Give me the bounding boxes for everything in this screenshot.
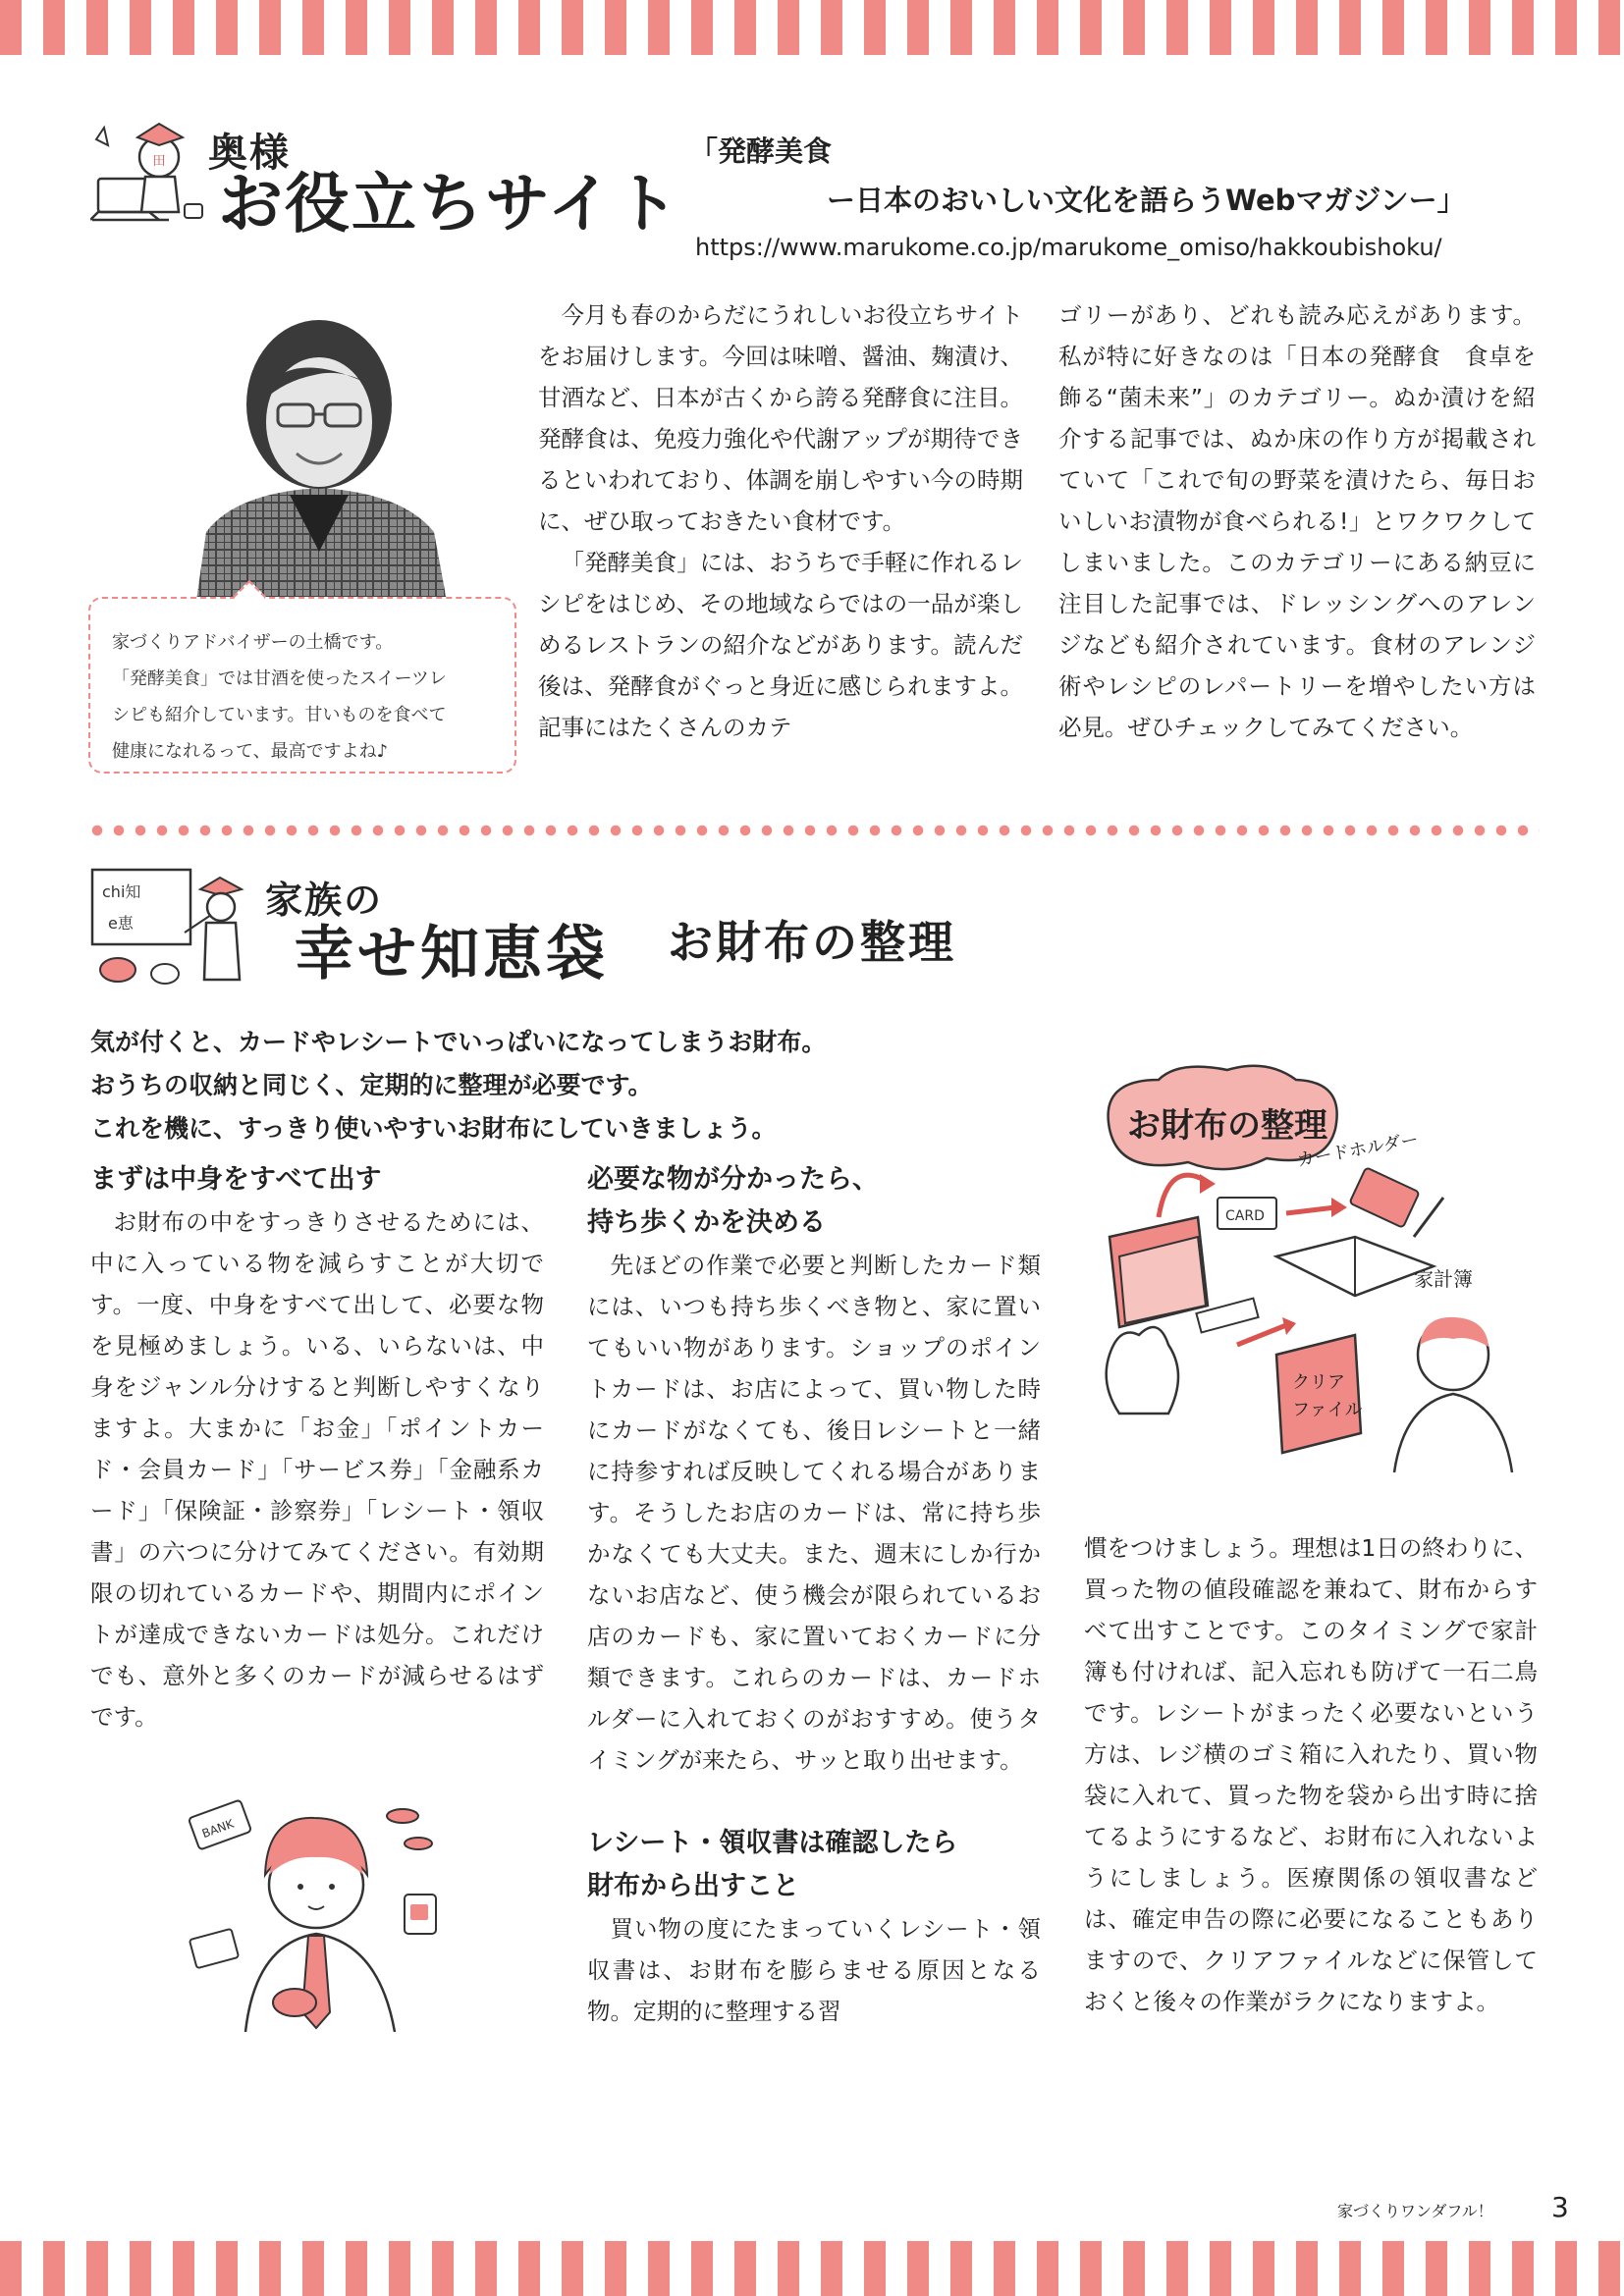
card-label: CARD (1225, 1208, 1265, 1224)
mascot-at-computer-illustration (90, 110, 218, 238)
clear-file-label-2: ファイル (1292, 1400, 1363, 1420)
col2-heading-line1: 必要な物が分かったら、 (587, 1164, 879, 1195)
man-with-cards-illustration (187, 1796, 442, 2032)
site-heading-small: 奥様 (208, 131, 291, 176)
wisdom-column-1 (90, 1158, 544, 1737)
intro-line: これを機に、すっきり使いやすいお財布にしていきましょう。 (90, 1114, 777, 1143)
wisdom-heading-small: 家族の (265, 879, 384, 922)
advisor-caption-box (88, 597, 516, 774)
col2-body-2: 買い物の度にたまっていくレシート・領収書は、お財布を膨らませる原因となる物。定期的に整理する習 (587, 1915, 1041, 2025)
section-divider-dots (86, 823, 1540, 838)
site-paragraph: 「発酵美食」には、おうちで手軽に作れるレシピをはじめ、その地域ならではの一品が楽しめるレストランの紹介などがあります。読んだ後は、発酵食がぐっと身近に感じられますよ。記事にはたくさんのカテ (538, 549, 1023, 741)
col2-heading-line3: レシート・領収書は確認したら (587, 1828, 958, 1858)
col2-body: 先ほどの作業で必要と判断したカード類には、いつも持ち歩くべき物と、家に置いてもいい物があります。ショップのポイントカードは、お店によって、買い物した時にカードがなくても、後日レシートと一緒に持参すれば反映してくれる場合があります。そうしたお店のカードは、常に持ち歩かなくても大丈夫。また、週末にしか行かないお店など、使う機会が限られているお店のカードも、家に置いておくカードに分類できます。これらのカードは、カードホルダーに入れておくのがおすすめ。使うタイミングが来たら、サッと取り出せます。 (587, 1252, 1041, 1774)
col2-heading-line2: 持ち歩くかを決める (587, 1207, 826, 1238)
caption-line: 家づくりアドバイザーの土橋です。 (112, 632, 394, 653)
intro-line: おうちの収納と同じく、定期的に整理が必要です。 (90, 1071, 653, 1099)
site-article-column-2 (1058, 294, 1536, 748)
page-number: 3 (1551, 2191, 1569, 2223)
caption-line: 健康になれるって、最高ですよね♪ (112, 741, 389, 762)
card-holder-label: カードホルダー (1295, 1129, 1421, 1171)
wisdom-intro (90, 1021, 826, 1150)
site-heading-large: お役立ちサイト (218, 166, 681, 241)
site-paragraph: 今月も春のからだにうれしいお役立ちサイトをお届けします。今回は味噌、醤油、麹漬け、甘酒など、日本が古くから誇る発酵食に注目。発酵食は、免疫力強化や代謝アップが期待できるといわれており、体調を崩しやすい今の時期に、ぜひ取っておきたい食材です。 (538, 301, 1023, 535)
board-text-e: e恵 (108, 914, 134, 933)
site-paragraph: ゴリーがあり、どれも読み応えがあります。私が特に好きなのは「日本の発酵食 食卓を飾る“菌未来”」のカテゴリー。ぬか漬けを紹介する記事では、ぬか床の作り方が掲載されていて「これで旬の野菜を漬けたら、毎日おいしいお漬物が食べられる!」とワクワクしてしまいました。このカテゴリーにある納豆に注目した記事では、ドレッシングへのアレンジなども紹介されています。食材のアレンジ術やレシピのレパートリーを増やしたい方は必見。ぜひチェックしてみてください。 (1058, 301, 1536, 741)
col1-heading: まずは中身をすべて出す (90, 1164, 382, 1195)
mascot-sign-text: 田 (152, 154, 166, 169)
caption-line: シピも紹介しています。甘いものを食べて (112, 705, 447, 725)
advisor-portrait-photo (177, 306, 461, 601)
top-stripe-border (0, 0, 1624, 55)
site-url-link[interactable]: https://www.marukome.co.jp/marukome_omiso/hakkoubishoku/ (695, 234, 1442, 261)
teacher-at-blackboard-illustration (86, 864, 263, 991)
footer-magazine-name: 家づくりワンダフル！ (1337, 2202, 1493, 2220)
clear-file-label-1: クリア (1292, 1372, 1345, 1393)
cloud-title-text: お財布の整理 (1127, 1106, 1327, 1146)
wallet-organizing-illustration (1090, 1060, 1551, 1482)
board-text-chi: chi知 (102, 882, 141, 901)
col3-body: 慣をつけましょう。理想は1日の終わりに、買った物の値段確認を兼ねて、財布からすべて出すことです。このタイミングで家計簿も付ければ、記入忘れも防げて一石二鳥です。レシートがまったく必要ないという方は、レジ横のゴミ箱に入れたり、買い物袋に入れて、買った物を袋から出す時に捨てるようにするなど、お財布に入れないようにしましょう。医療関係の領収書などは、確定申告の際に必要になることもありますので、クリアファイルなどに保管しておくと後々の作業がラクになりますよ。 (1084, 1534, 1538, 2015)
col2-heading-line4: 財布から出すこと (587, 1871, 799, 1901)
bottom-stripe-border (0, 2241, 1624, 2296)
caption-line: 「発酵美食」では甘酒を使ったスイーツレ (112, 668, 447, 689)
site-title-line2: ー日本のおいしい文化を語らうWebマガジンー」 (827, 184, 1466, 217)
intro-line: 気が付くと、カードやレシートでいっぱいになってしまうお財布。 (90, 1028, 827, 1056)
wisdom-column-2 (587, 1158, 1041, 2032)
col1-body: お財布の中をすっきりさせるためには、中に入っている物を減らすことが大切です。一度、中身をすべて出して、必要な物を見極めましょう。いる、いらないは、中身をジャンル分けすると判断しやすくなりますよ。大まかに「お金」「ポイントカード・会員カード」「サービス券」「金融系カード」「保険証・診察券」「レシート・領収書」の六つに分けてみてください。有効期限の切れているカードや、期間内にポイントが達成できないカードは処分。これだけでも、意外と多くのカードが減らせるはずです。 (90, 1208, 544, 1731)
wisdom-column-3 (1084, 1527, 1538, 2022)
wisdom-heading-large: 幸せ知恵袋 (295, 920, 609, 988)
wisdom-topic-title: お財布の整理 (668, 916, 956, 969)
site-article-column-1 (538, 294, 1023, 748)
kakeibo-label: 家計簿 (1414, 1267, 1473, 1291)
site-title-line1: 「発酵美食 (689, 134, 833, 168)
bank-card-text: BANK (199, 1816, 236, 1842)
